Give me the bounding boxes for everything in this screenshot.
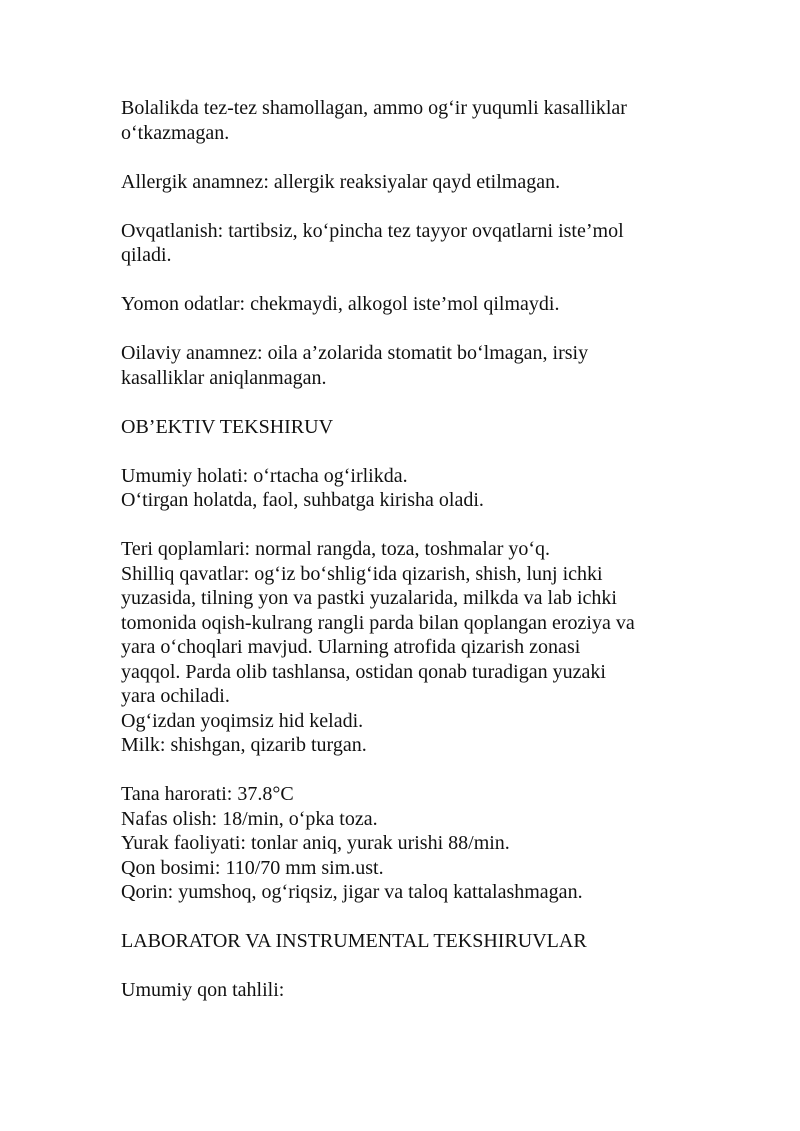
text-line: Umumiy holati: o‘rtacha og‘irlikda. — [121, 464, 408, 487]
text-line: Teri qoplamlari: normal rangda, toza, toshmalar yo‘q. — [121, 538, 551, 560]
text-line: tomonida oqish-kulrang rangli parda bilan qoplangan eroziya va — [121, 611, 635, 634]
heading-text: OB’EKTIV TEKSHIRUV — [121, 415, 334, 438]
text-line: Bolalikda tez-tez shamollagan, ammo og‘ir yuqumli kasalliklar — [121, 97, 627, 119]
text-line: Qorin: yumshoq, og‘riqsiz, jigar va taloq kattalashmagan. — [121, 881, 583, 903]
text-line: Tana harorati: 37.8°C — [121, 783, 294, 805]
text-line: Oilaviy anamnez: oila a’zolarida stomatit bo‘lmagan, irsiy — [121, 342, 589, 364]
text-line: Shilliq qavatlar: og‘iz bo‘shlig‘ida qizarish, shish, lunj ichki — [121, 562, 603, 585]
text-line: yara ochiladi. — [121, 685, 230, 707]
text-line: o‘tkazmagan. — [121, 121, 230, 144]
heading-text: LABORATOR VA INSTRUMENTAL TEKSHIRUVLAR — [121, 930, 587, 952]
text-line: Yomon odatlar: chekmaydi, alkogol iste’mol qilmaydi. — [121, 293, 560, 315]
paragraph-nutrition — [121, 219, 701, 268]
text-line: Yurak faoliyati: tonlar aniq, yurak urishi 88/min. — [121, 832, 510, 854]
paragraph-bad-habits — [121, 292, 701, 317]
paragraph-allergy-history — [121, 170, 701, 195]
text-line: O‘tirgan holatda, faol, suhbatga kirisha oladi. — [121, 489, 484, 511]
document-body — [121, 96, 701, 1027]
paragraph-vital-signs — [121, 782, 701, 905]
text-line: qiladi. — [121, 244, 172, 266]
text-line: Og‘izdan yoqimsiz hid keladi. — [121, 709, 364, 732]
text-line: Milk: shishgan, qizarib turgan. — [121, 734, 367, 756]
paragraph-skin-mucosa — [121, 537, 701, 758]
text-line: yaqqol. Parda olib tashlansa, ostidan qonab turadigan yuzaki — [121, 660, 606, 683]
paragraph-general-condition — [121, 464, 701, 513]
text-line: Qon bosimi: 110/70 mm sim.ust. — [121, 856, 384, 879]
section-heading-lab-tests — [121, 929, 701, 954]
paragraph-childhood-history — [121, 96, 701, 145]
text-line: Umumiy qon tahlili: — [121, 979, 285, 1001]
section-heading-objective-exam — [121, 415, 701, 440]
text-line: Nafas olish: 18/min, o‘pka toza. — [121, 807, 378, 830]
text-line: yara o‘choqlari mavjud. Ularning atrofida qizarish zonasi — [121, 636, 581, 658]
paragraph-blood-test — [121, 978, 701, 1003]
text-line: yuzasida, tilning yon va pastki yuzalarida, milkda va lab ichki — [121, 587, 617, 609]
paragraph-family-history — [121, 341, 701, 390]
text-line: Ovqatlanish: tartibsiz, ko‘pincha tez tayyor ovqatlarni iste’mol — [121, 219, 624, 242]
text-line: Allergik anamnez: allergik reaksiyalar qayd etilmagan. — [121, 170, 561, 193]
text-line: kasalliklar aniqlanmagan. — [121, 366, 327, 389]
